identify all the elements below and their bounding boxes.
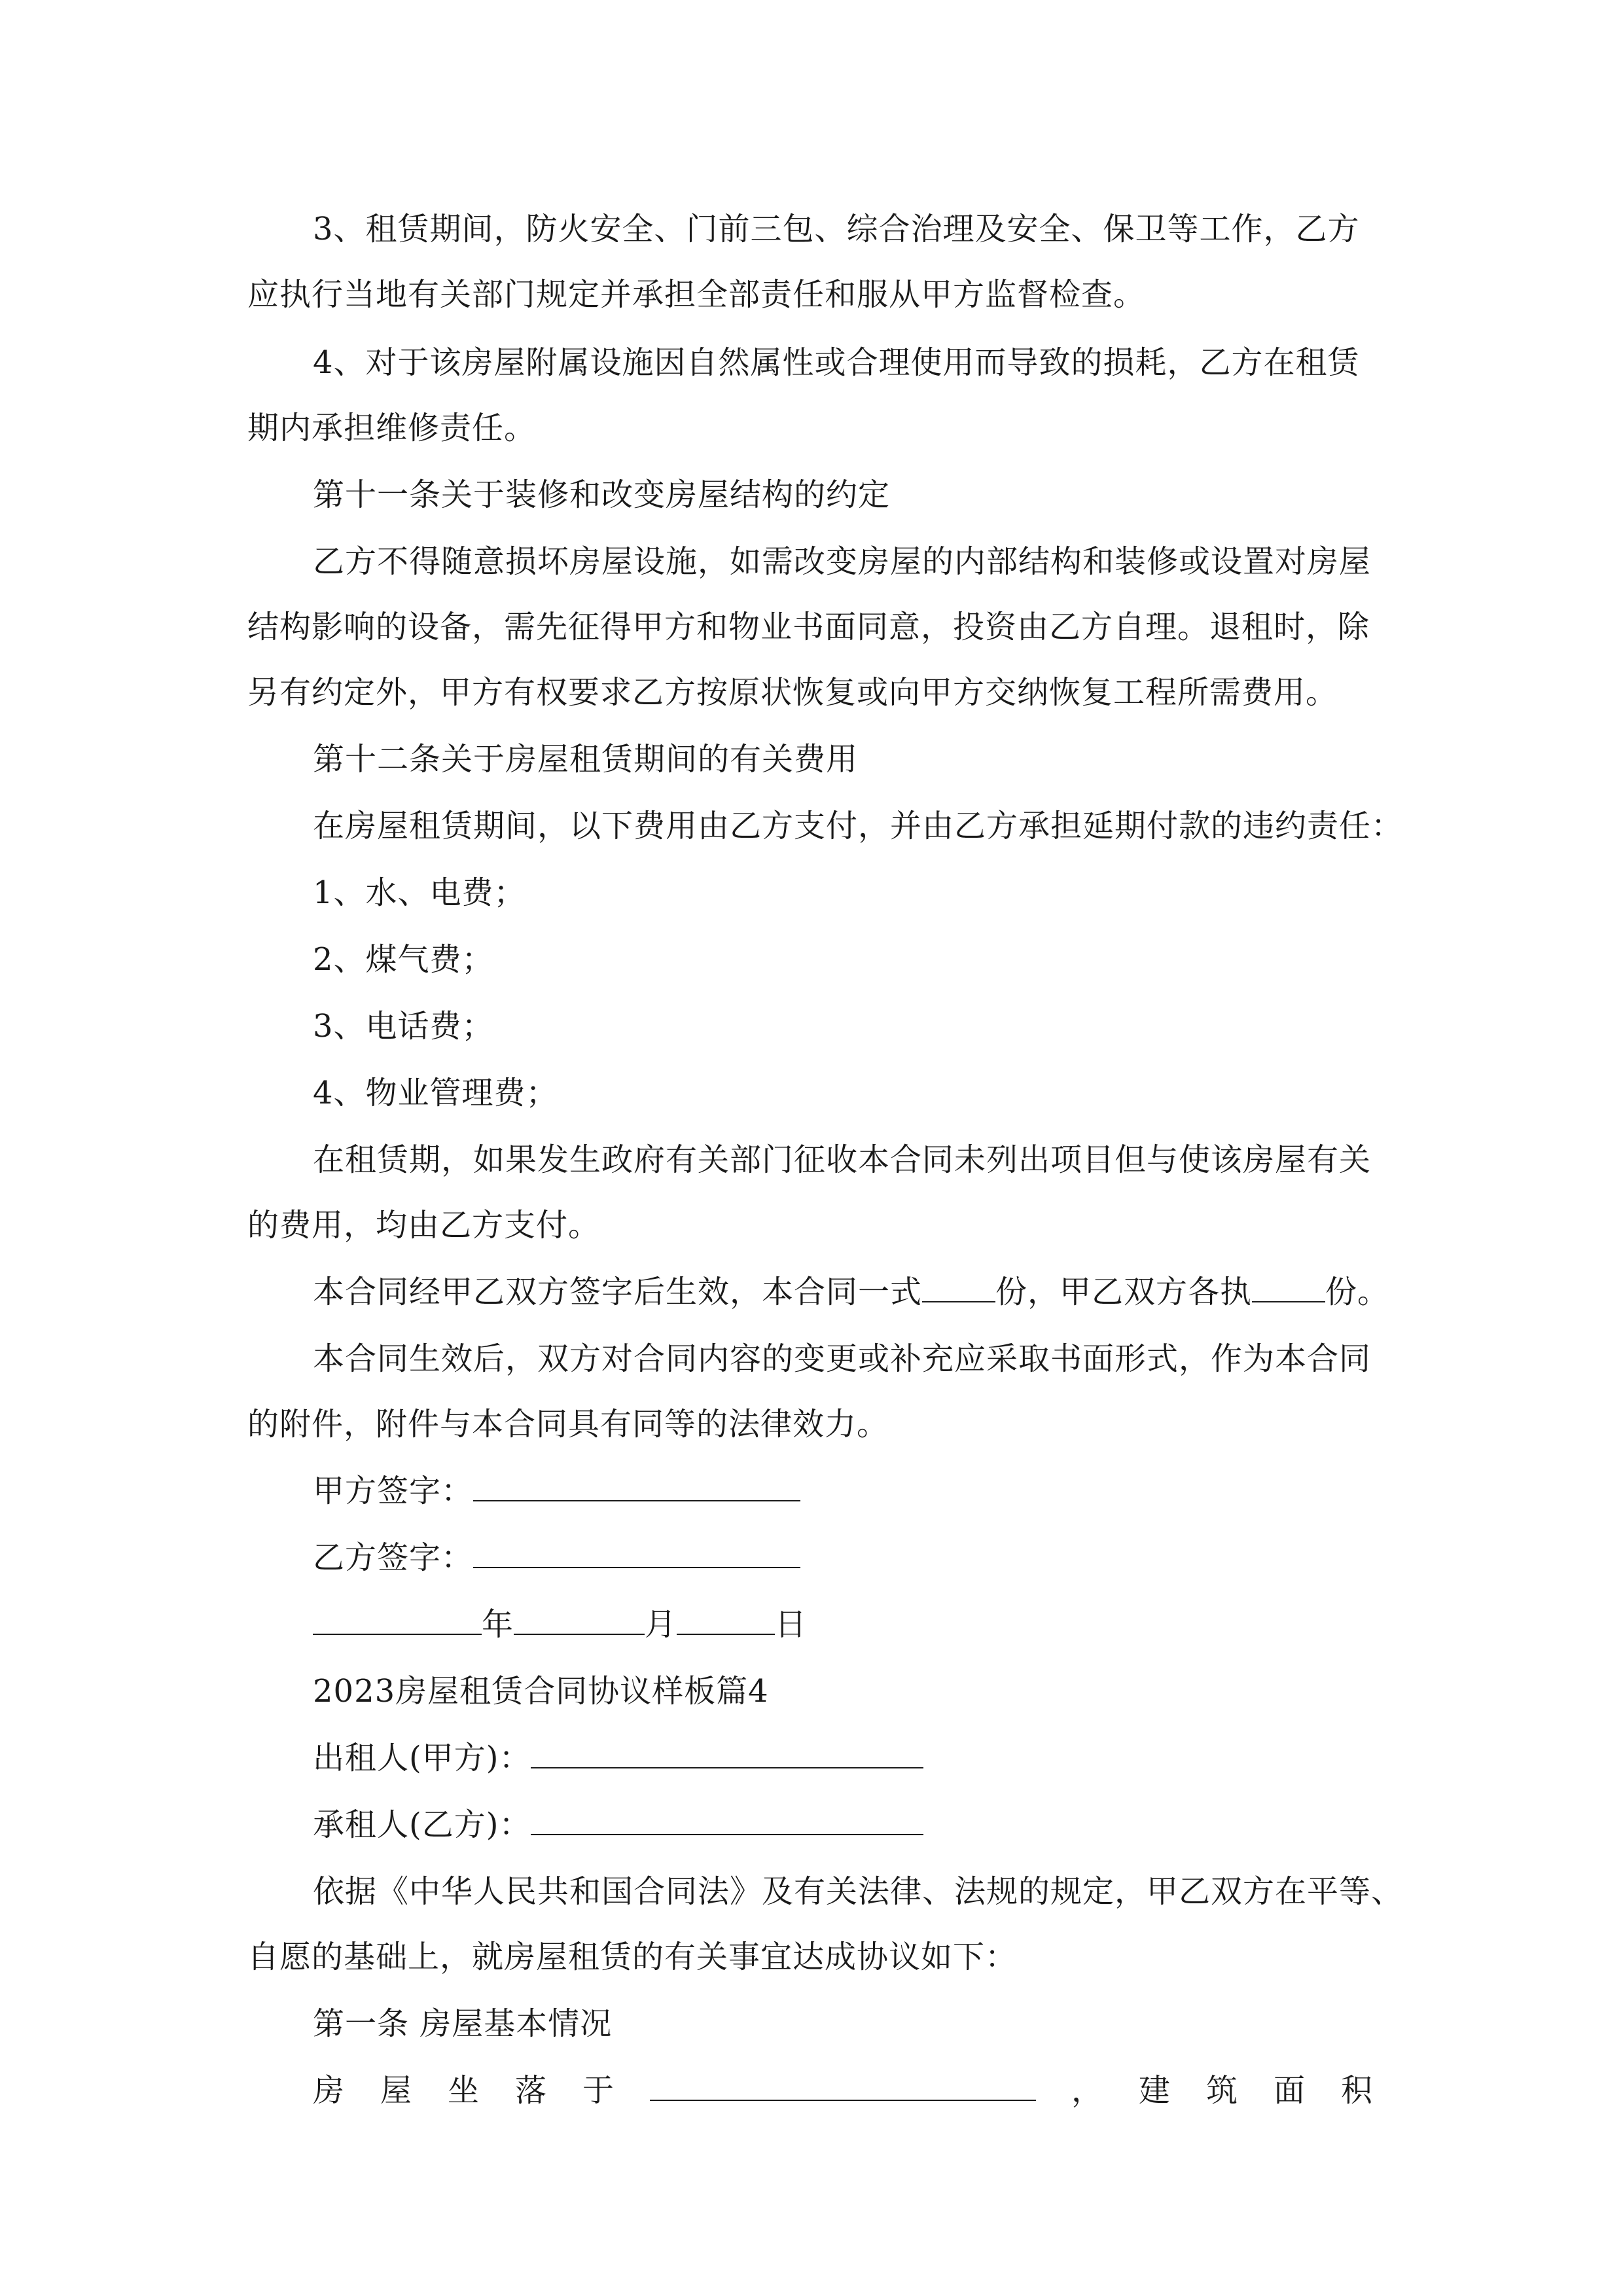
change-line-2: 的附件，附件与本合同具有同等的法律效力。 xyxy=(247,1406,889,1443)
copies-text-a: 本合同经甲乙双方签字后生效，本合同一式 xyxy=(313,1274,923,1310)
date-day-blank[interactable] xyxy=(677,1605,775,1635)
area-char: 积 xyxy=(1340,2072,1373,2109)
area-char: 建 xyxy=(1138,2072,1171,2109)
location-comma: ， xyxy=(1071,2072,1103,2109)
party-a-signature-blank[interactable] xyxy=(473,1471,800,1501)
party-b-signature-blank[interactable] xyxy=(473,1538,800,1568)
lessee-blank[interactable] xyxy=(531,1805,923,1835)
copies-text-c: 份。 xyxy=(1325,1274,1390,1310)
fee-item-phone: 3、电话费； xyxy=(313,1008,494,1045)
fee-item-property: 4、物业管理费； xyxy=(313,1075,558,1111)
basis-line-1: 依据《中华人民共和国合同法》及有关法律、法规的规定，甲乙双方在平等、 xyxy=(313,1873,1404,1910)
article-1-title: 第一条 房屋基本情况 xyxy=(313,2005,613,2042)
clause-4-line-1: 4、对于该房屋附属设施因自然属性或合理使用而导致的损耗，乙方在租赁 xyxy=(313,344,1360,381)
location-char: 房 xyxy=(313,2072,346,2109)
date-year-blank[interactable] xyxy=(313,1605,482,1635)
date-day-label: 日 xyxy=(775,1606,808,1643)
clause-3-line-1: 3、租赁期间，防火安全、门前三包、综合治理及安全、保卫等工作，乙方 xyxy=(313,211,1360,247)
article-11-line-3: 另有约定外，甲方有权要求乙方按原状恢复或向甲方交纳恢复工程所需费用。 xyxy=(247,674,1338,711)
location-char: 于 xyxy=(582,2072,615,2109)
change-line-1: 本合同生效后，双方对合同内容的变更或补充应采取书面形式，作为本合同 xyxy=(313,1340,1372,1377)
lessee-label: 承租人(乙方)： xyxy=(313,1806,531,1843)
party-b-signature-line xyxy=(313,1538,1438,1577)
extra-fees-line-2: 的费用，均由乙方支付。 xyxy=(247,1207,601,1244)
location-char: 屋 xyxy=(380,2072,413,2109)
location-line xyxy=(313,2071,1438,2110)
extra-fees-line-1: 在租赁期，如果发生政府有关部门征收本合同未列出项目但与使该房屋有关 xyxy=(313,1141,1372,1178)
copies-total-blank[interactable] xyxy=(922,1272,995,1302)
date-month-blank[interactable] xyxy=(514,1605,645,1635)
article-11-line-2: 结构影响的设备，需先征得甲方和物业书面同意，投资由乙方自理。退租时，除 xyxy=(247,609,1370,645)
party-b-signature-label: 乙方签字： xyxy=(313,1539,474,1576)
party-a-signature-label: 甲方签字： xyxy=(313,1473,474,1509)
fee-item-gas: 2、煤气费； xyxy=(313,941,494,978)
copies-line xyxy=(313,1272,1438,1312)
article-11-line-1: 乙方不得随意损坏房屋设施，如需改变房屋的内部结构和装修或设置对房屋 xyxy=(313,543,1372,580)
location-blank[interactable] xyxy=(650,2071,1036,2101)
date-line xyxy=(313,1605,1438,1644)
article-12-intro: 在房屋租赁期间，以下费用由乙方支付，并由乙方承担延期付款的违约责任： xyxy=(313,808,1404,844)
date-month-label: 月 xyxy=(645,1606,677,1643)
fee-item-water-electric: 1、水、电费； xyxy=(313,874,526,911)
location-char: 坐 xyxy=(448,2072,480,2109)
party-a-signature-line xyxy=(313,1471,1438,1511)
lessor-line xyxy=(313,1738,1438,1778)
lessor-blank[interactable] xyxy=(531,1738,923,1768)
clause-3-line-2: 应执行当地有关部门规定并承担全部责任和服从甲方监督检查。 xyxy=(247,276,1146,313)
copies-text-b: 份，甲乙双方各执 xyxy=(995,1274,1253,1310)
area-char: 筑 xyxy=(1205,2072,1238,2109)
location-char: 落 xyxy=(515,2072,548,2109)
clause-4-line-2: 期内承担维修责任。 xyxy=(247,410,537,446)
copies-each-blank[interactable] xyxy=(1252,1272,1325,1302)
section-title: 2023房屋租赁合同协议样板篇4 xyxy=(313,1673,769,1710)
lessor-label: 出租人(甲方)： xyxy=(313,1740,531,1776)
basis-line-2: 自愿的基础上，就房屋租赁的有关事宜达成协议如下： xyxy=(247,1939,1018,1975)
article-12-title: 第十二条关于房屋租赁期间的有关费用 xyxy=(313,741,859,778)
lessee-line xyxy=(313,1805,1438,1844)
location-line-spread xyxy=(313,2071,1373,2110)
area-char: 面 xyxy=(1273,2072,1306,2109)
article-11-title: 第十一条关于装修和改变房屋结构的约定 xyxy=(313,476,891,513)
date-year-label: 年 xyxy=(482,1606,514,1643)
